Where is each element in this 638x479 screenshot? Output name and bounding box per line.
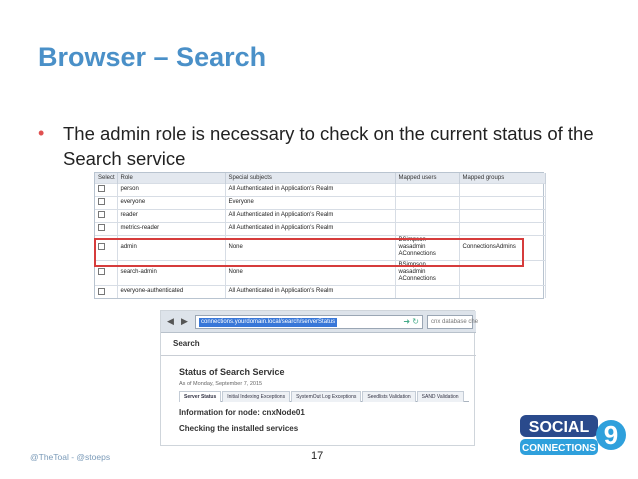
- table-header-row: [95, 173, 545, 183]
- footer-handles: @TheToal - @stoeps: [30, 452, 111, 462]
- mapped-user: AConnections: [398, 251, 436, 257]
- column-header-mapped-users: Mapped users: [395, 173, 459, 183]
- bullet-icon: •: [38, 123, 45, 143]
- mapped-users-cell: [395, 196, 459, 209]
- page-number: 17: [311, 450, 324, 462]
- mapped-user: wasadmin: [398, 244, 426, 250]
- logo-word-connections: CONNECTIONS: [522, 443, 596, 454]
- role-cell: everyone-authenticated: [117, 285, 225, 298]
- reload-icon[interactable]: ➜ ↻: [403, 317, 419, 326]
- mapped-groups-cell: [459, 183, 545, 196]
- address-bar[interactable]: [195, 315, 423, 329]
- url-text: connections.yourdomain.local/search/serverStatus: [201, 319, 336, 325]
- forward-icon[interactable]: ▶: [181, 316, 188, 326]
- role-cell: admin: [117, 235, 225, 260]
- table-row: [95, 285, 545, 298]
- column-header-mapped-groups: Mapped groups: [459, 173, 545, 183]
- node-info-heading: Information for node: cnxNode01: [179, 408, 305, 417]
- mapped-users-cell: [395, 222, 459, 235]
- row-checkbox[interactable]: [98, 224, 105, 231]
- mapped-users-cell: [395, 183, 459, 196]
- role-cell: everyone: [117, 196, 225, 209]
- tab-initial-indexing-exceptions[interactable]: Initial Indexing Exceptions: [222, 391, 290, 402]
- app-title: Search: [173, 339, 200, 348]
- special-subjects-cell: All Authenticated in Application's Realm: [225, 183, 395, 196]
- mapped-groups-cell: [459, 209, 545, 222]
- row-checkbox[interactable]: [98, 268, 105, 275]
- row-checkbox[interactable]: [98, 211, 105, 218]
- column-header-select: Select: [95, 173, 117, 183]
- logo-number: 9: [603, 420, 619, 450]
- column-header-role: Role: [117, 173, 225, 183]
- special-subjects-cell: All Authenticated in Application's Realm: [225, 209, 395, 222]
- table-row: [95, 183, 545, 196]
- mapped-user: AConnections: [398, 276, 436, 282]
- row-checkbox[interactable]: [98, 198, 105, 205]
- row-checkbox[interactable]: [98, 288, 105, 295]
- special-subjects-cell: None: [225, 260, 395, 285]
- divider: [161, 355, 476, 356]
- tab-server-status[interactable]: Server Status: [179, 391, 221, 402]
- admin-row-highlight: [94, 238, 524, 267]
- mapped-users-cell: [395, 285, 459, 298]
- tab-systemout-log-exceptions[interactable]: SystemOut Log Exceptions: [291, 391, 361, 402]
- mapped-groups-cell: [459, 285, 545, 298]
- page-title: Status of Search Service: [179, 367, 285, 377]
- mapped-user: BSimpson: [398, 237, 426, 243]
- table-row: [95, 222, 545, 235]
- slide-title: Browser – Search: [38, 42, 267, 72]
- as-of-text: As of Monday, September 7, 2015: [179, 381, 263, 387]
- row-checkbox[interactable]: [98, 185, 105, 192]
- role-cell: person: [117, 183, 225, 196]
- logo-word-social: SOCIAL: [528, 419, 590, 436]
- bullet-point: [38, 121, 618, 171]
- bullet-text: The admin role is necessary to check on the current status of the Search service: [63, 123, 594, 169]
- table-row: [95, 196, 545, 209]
- browser-screenshot: [160, 310, 479, 446]
- mapped-groups-cell: ConnectionsAdmins: [459, 235, 545, 260]
- checking-services-heading: Checking the installed services: [179, 424, 299, 433]
- special-subjects-cell: All Authenticated in Application's Realm: [225, 222, 395, 235]
- table-row: [95, 209, 545, 222]
- mapped-user: wasadmin: [398, 269, 426, 275]
- special-subjects-cell: None: [225, 235, 395, 260]
- special-subjects-cell: All Authenticated in Application's Realm: [225, 285, 395, 298]
- browser-search-input[interactable]: cnx database che: [427, 315, 473, 329]
- special-subjects-cell: Everyone: [225, 196, 395, 209]
- tab-sand-validation[interactable]: SAND Validation: [417, 391, 464, 402]
- browser-toolbar: [161, 311, 479, 333]
- role-cell: reader: [117, 209, 225, 222]
- column-header-special-subjects: Special subjects: [225, 173, 395, 183]
- role-cell: metrics-reader: [117, 222, 225, 235]
- back-icon[interactable]: ◀: [167, 316, 174, 326]
- mapped-groups-cell: [459, 196, 545, 209]
- mapped-user: BSimpson: [398, 262, 426, 268]
- social-connections-logo: [518, 411, 628, 467]
- status-tabs: [179, 391, 469, 402]
- mapped-groups-cell: [459, 222, 545, 235]
- roles-table: [94, 172, 544, 299]
- mapped-users-cell: [395, 209, 459, 222]
- role-cell: search-admin: [117, 260, 225, 285]
- tab-seedlists-validation[interactable]: Seedlists Validation: [362, 391, 415, 402]
